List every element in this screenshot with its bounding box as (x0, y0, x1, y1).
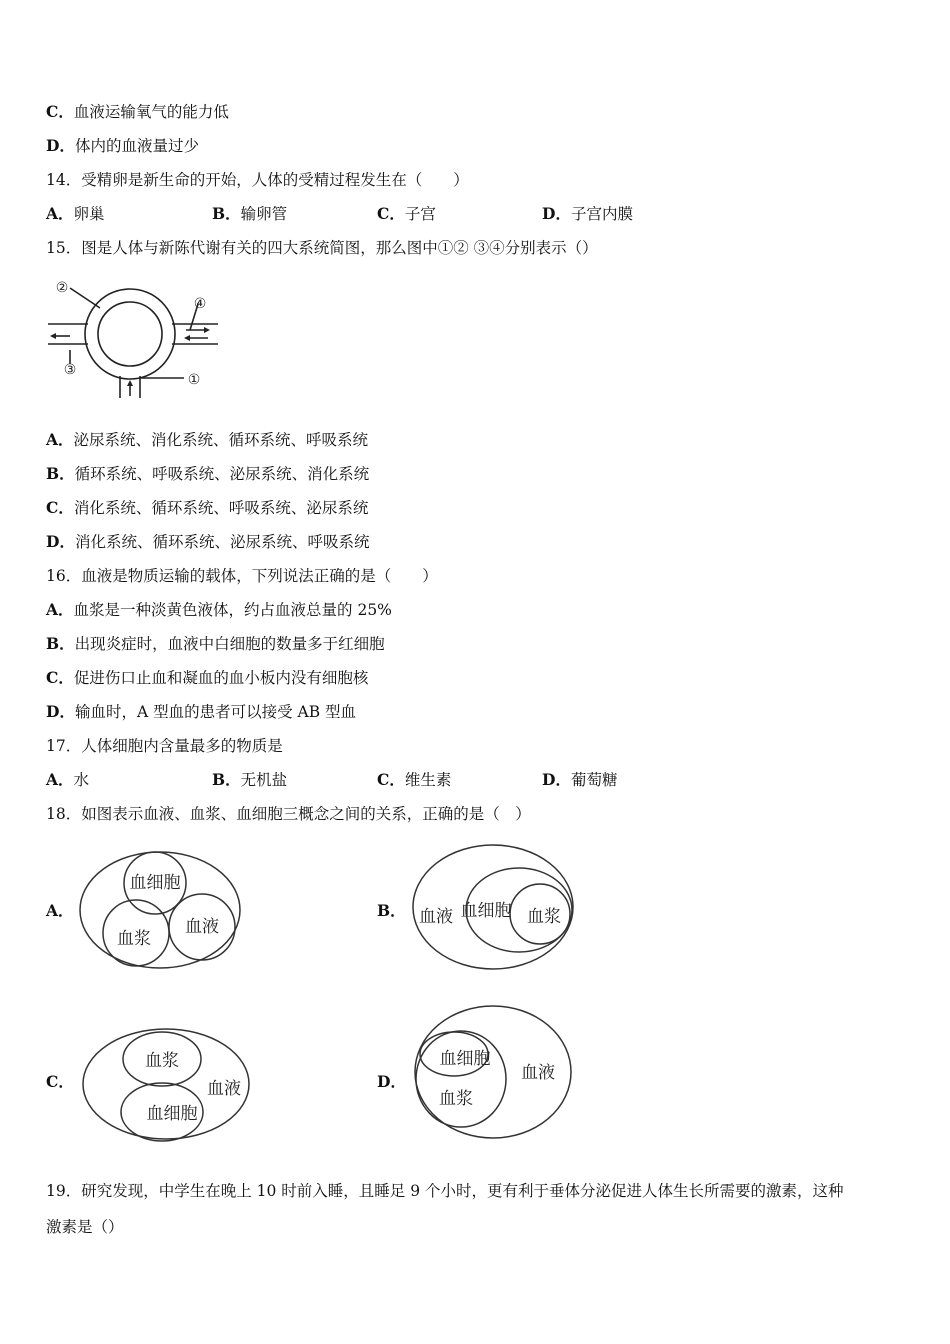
term-plasma: 血浆 (117, 929, 151, 949)
q15-option-d: D．消化系统、循环系统、泌尿系统、呼吸系统 (46, 532, 370, 551)
q16-stem: 16．血液是物质运输的载体，下列说法正确的是（ ） (46, 567, 438, 585)
term-plasma: 血浆 (527, 907, 561, 927)
q16-option-d: D．输血时，A 型血的患者可以接受 AB 型血 (46, 702, 357, 721)
q18-diagram-a-label: A． (46, 901, 74, 920)
q15-option-b: B．循环系统、呼吸系统、泌尿系统、消化系统 (46, 464, 370, 483)
q14-option-b: B．输卵管 (212, 204, 288, 223)
term-blood: 血液 (521, 1063, 555, 1083)
option-label: C． (46, 102, 74, 121)
q18-stem: 18．如图表示血液、血浆、血细胞三概念之间的关系，正确的是（ ） (46, 805, 531, 823)
term-blood-cells: 血细胞 (460, 901, 512, 921)
term-blood: 血液 (207, 1079, 241, 1099)
q19-stem-line1: 19．研究发现，中学生在晚上 10 时前入睡，且睡足 9 个小时，更有利于垂体分泌促进人体生长所需要的激素，这种 (46, 1182, 844, 1200)
q15-option-c: C．消化系统、循环系统、呼吸系统、泌尿系统 (46, 498, 369, 517)
q13-option-d (46, 136, 199, 156)
q17-option-b: B．无机盐 (212, 770, 288, 789)
option-label: D． (46, 136, 75, 155)
q18-diagram-b (410, 840, 576, 974)
term-plasma: 血浆 (439, 1089, 473, 1109)
q16-option-b: B．出现炎症时，血液中白细胞的数量多于红细胞 (46, 634, 385, 653)
q18-diagram-b-label: B． (377, 901, 406, 920)
term-blood: 血液 (419, 907, 453, 927)
q14-option-a: A．卵巢 (46, 204, 105, 223)
q18-diagram-c-label: C． (46, 1072, 74, 1091)
q18-diagram-a (78, 846, 244, 976)
marker-3: ③ (63, 362, 77, 378)
q13-option-c (46, 102, 229, 122)
q17-stem: 17．人体细胞内含量最多的物质是 (46, 737, 283, 755)
inner-ring (98, 302, 162, 366)
marker-1: ① (187, 372, 201, 388)
term-blood-cells: 血细胞 (146, 1104, 198, 1124)
q19-stem-line2: 激素是（） (46, 1218, 124, 1236)
term-blood-cells: 血细胞 (439, 1049, 491, 1069)
q14-option-d: D．子宫内膜 (542, 204, 633, 223)
q16-option-a: A．血浆是一种淡黄色液体，约占血液总量的 25% (46, 600, 392, 619)
q14-stem: 14．受精卵是新生命的开始，人体的受精过程发生在（ ） (46, 171, 469, 189)
q14-option-c: C．子宫 (377, 204, 436, 223)
q15-option-a: A．泌尿系统、消化系统、循环系统、呼吸系统 (46, 430, 369, 449)
term-blood-cells: 血细胞 (129, 873, 181, 893)
marker-2: ② (55, 280, 69, 296)
q17-option-a: A．水 (46, 770, 90, 789)
q18-diagram-d-label: D． (377, 1072, 406, 1091)
term-blood: 血液 (185, 917, 219, 937)
option-text: 血液运输氧气的能力低 (73, 103, 229, 121)
q15-systems-diagram (40, 272, 230, 402)
q18-diagram-d (410, 1000, 576, 1144)
q18-diagram-c (80, 1026, 256, 1144)
q16-option-c: C．促进伤口止血和凝血的血小板内没有细胞核 (46, 668, 369, 687)
option-text: 体内的血液量过少 (74, 137, 199, 155)
q17-option-c: C．维生素 (377, 770, 452, 789)
q17-option-d: D．葡萄糖 (542, 770, 618, 789)
q15-stem: 15．图是人体与新陈代谢有关的四大系统简图，那么图中①② ③④分别表示（） (46, 239, 598, 257)
marker-4: ④ (193, 296, 207, 312)
term-plasma: 血浆 (145, 1051, 179, 1071)
